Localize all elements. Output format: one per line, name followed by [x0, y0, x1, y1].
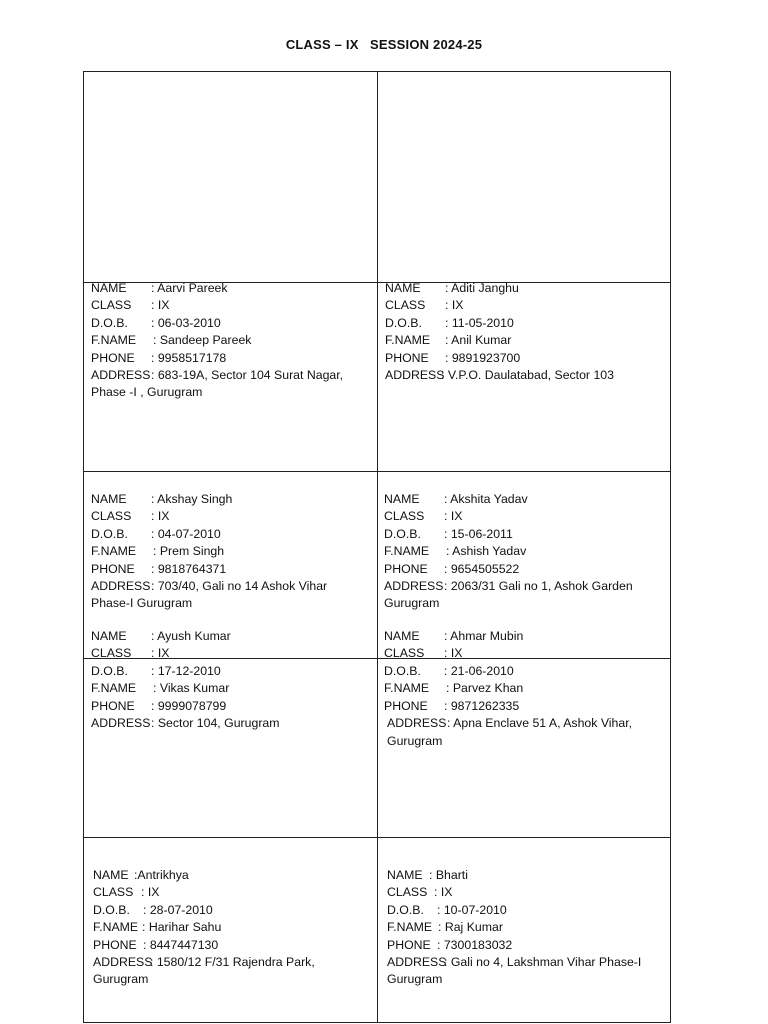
student-address-line2: Gurugram	[387, 733, 443, 748]
student-address-line2: Gurugram	[384, 596, 440, 611]
student-record	[91, 491, 327, 613]
field-label: ADDRESS	[91, 579, 151, 594]
field-label: D.O.B.	[384, 526, 421, 541]
field-label: ADDRESS	[91, 368, 151, 383]
field-label: CLASS	[93, 885, 134, 900]
student-dob: : 11-05-2010	[445, 315, 514, 330]
table-column-divider	[377, 71, 378, 1023]
class-label: CLASS – IX	[285, 37, 359, 52]
field-label: NAME	[384, 629, 420, 643]
field-label: D.O.B.	[91, 664, 128, 678]
student-address-line2: Phase -I , Gurugram	[91, 385, 203, 400]
student-phone: : 9871262335	[444, 698, 520, 713]
field-label: F.NAME	[91, 333, 137, 348]
student-dob: : 15-06-2011	[444, 526, 513, 541]
student-father-name: : Anil Kumar	[445, 333, 512, 348]
field-label: PHONE	[385, 350, 429, 365]
field-label: PHONE	[91, 561, 135, 576]
student-father-name: : Harihar Sahu	[142, 920, 222, 935]
student-name: : Ayush Kumar	[151, 629, 231, 643]
field-label: CLASS	[385, 298, 426, 313]
field-label: CLASS	[91, 646, 132, 658]
student-class: : IX	[141, 885, 160, 900]
field-label: CLASS	[91, 509, 132, 524]
field-label: F.NAME	[384, 544, 430, 559]
field-label: F.NAME	[91, 681, 137, 696]
student-dob: : 17-12-2010	[151, 664, 221, 678]
field-label: NAME	[385, 281, 421, 295]
field-label: PHONE	[91, 350, 135, 365]
student-phone: : 9891923700	[445, 350, 521, 365]
student-name: : Ahmar Mubin	[444, 629, 524, 643]
student-name: :Antrikhya	[134, 868, 189, 882]
student-address: : Gali no 4, Lakshman Vihar Phase-I	[444, 955, 642, 970]
field-label: D.O.B.	[91, 526, 128, 541]
field-label: F.NAME	[385, 333, 431, 348]
student-address: : 1580/12 F/31 Rajendra Park,	[150, 955, 315, 970]
student-address-line2: Phase-I Gurugram	[91, 596, 193, 611]
student-father-name: : Sandeep Pareek	[153, 333, 252, 348]
student-address: : 2063/31 Gali no 1, Ashok Garden	[444, 579, 633, 594]
student-dob: : 28-07-2010	[143, 902, 213, 917]
table-border-right	[670, 71, 671, 1023]
student-phone: : 7300183032	[437, 937, 513, 952]
student-address: : Sector 104, Gurugram	[151, 716, 280, 731]
student-father-name: : Ashish Yadav	[446, 544, 527, 559]
field-label: CLASS	[91, 298, 132, 313]
student-class: : IX	[151, 509, 170, 524]
student-address: : 703/40, Gali no 14 Ashok Vihar	[151, 579, 328, 594]
field-label: CLASS	[387, 885, 428, 900]
field-label: NAME	[387, 868, 423, 882]
field-label: NAME	[93, 868, 129, 882]
student-record	[91, 663, 280, 733]
student-name: : Akshay Singh	[151, 492, 233, 506]
student-father-name: : Prem Singh	[153, 544, 225, 559]
student-dob: : 06-03-2010	[151, 315, 221, 330]
field-label: NAME	[91, 629, 127, 643]
field-label: ADDRESS	[387, 716, 447, 731]
student-phone: : 9999078799	[151, 698, 227, 713]
student-name: : Aarvi Pareek	[151, 281, 228, 295]
student-class: : IX	[434, 885, 453, 900]
student-father-name: : Vikas Kumar	[153, 681, 230, 696]
student-dob: : 10-07-2010	[437, 902, 507, 917]
student-address-line2: Gurugram	[387, 972, 443, 987]
student-record	[91, 280, 343, 402]
student-class: : IX	[151, 646, 170, 658]
field-label: D.O.B.	[384, 664, 421, 678]
student-record-top	[380, 620, 668, 658]
field-label: PHONE	[384, 698, 428, 713]
student-phone: : 9958517178	[151, 350, 227, 365]
field-label: PHONE	[93, 937, 137, 952]
field-label: D.O.B.	[387, 902, 424, 917]
field-label: NAME	[91, 492, 127, 506]
student-class: : IX	[444, 646, 463, 658]
student-record	[93, 867, 315, 989]
student-record-top	[86, 620, 374, 658]
session-label: SESSION 2024-25	[370, 37, 483, 52]
student-father-name: : Parvez Khan	[446, 681, 524, 696]
student-class: : IX	[445, 298, 464, 313]
field-label: ADDRESS	[93, 955, 153, 970]
student-dob: : 21-06-2010	[444, 664, 514, 678]
student-record	[384, 491, 633, 613]
field-label: NAME	[91, 281, 127, 295]
field-label: F.NAME	[384, 681, 430, 696]
field-label: PHONE	[91, 698, 135, 713]
field-label: PHONE	[384, 561, 428, 576]
field-label: F.NAME	[91, 544, 137, 559]
field-label: D.O.B.	[91, 315, 128, 330]
student-address: : 683-19A, Sector 104 Surat Nagar,	[151, 368, 344, 383]
field-label: CLASS	[384, 509, 425, 524]
student-address: : Apna Enclave 51 A, Ashok Vihar,	[447, 716, 633, 731]
field-label: CLASS	[384, 646, 425, 658]
student-address: : V.P.O. Daulatabad, Sector 103	[441, 368, 614, 383]
field-label: ADDRESS	[387, 955, 447, 970]
field-label: PHONE	[387, 937, 431, 952]
student-name: : Akshita Yadav	[444, 492, 528, 506]
student-record	[384, 663, 632, 750]
student-name: : Aditi Janghu	[445, 281, 519, 295]
table-border-left	[83, 71, 84, 1023]
field-label: NAME	[384, 492, 420, 506]
student-record	[385, 280, 614, 384]
student-phone: : 8447447130	[143, 937, 219, 952]
student-dob: : 04-07-2010	[151, 526, 221, 541]
student-father-name: : Raj Kumar	[438, 920, 503, 935]
field-label: D.O.B.	[93, 902, 130, 917]
field-label: ADDRESS	[384, 579, 444, 594]
field-label: F.NAME	[387, 920, 433, 935]
field-label: ADDRESS	[91, 716, 151, 731]
student-address-line2: Gurugram	[93, 972, 149, 987]
page-title	[0, 37, 768, 52]
field-label: F.NAME	[93, 920, 139, 935]
student-name: : Bharti	[429, 868, 468, 882]
student-class: : IX	[151, 298, 170, 313]
field-label: ADDRESS	[385, 368, 445, 383]
student-phone: : 9818764371	[151, 561, 227, 576]
student-class: : IX	[444, 509, 463, 524]
student-record	[387, 867, 641, 989]
field-label: D.O.B.	[385, 315, 422, 330]
student-phone: : 9654505522	[444, 561, 520, 576]
